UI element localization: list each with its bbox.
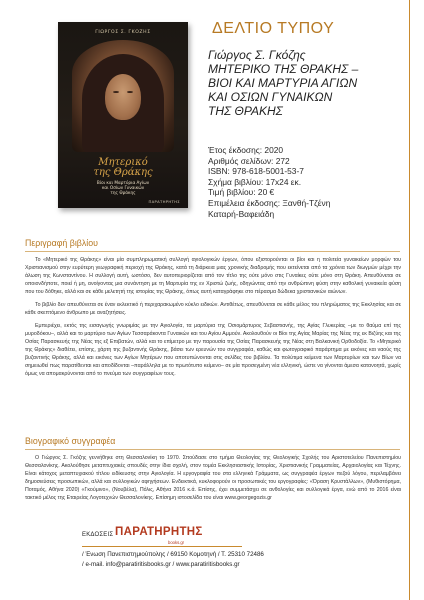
bio-heading: Βιογραφικό συγγραφέα	[25, 436, 116, 446]
cover-icon-image	[72, 40, 174, 152]
cover-eye-left	[113, 91, 119, 93]
author-name: Γιώργος Σ. Γκόζης	[208, 48, 306, 62]
cover-subtitle-line: της Θράκης	[110, 190, 136, 195]
meta-editor: Επιμέλεια έκδοσης: Ξανθή-Τζένη	[208, 197, 331, 208]
bio-body	[25, 454, 401, 507]
footer-divider	[82, 546, 242, 547]
section-divider	[25, 449, 400, 450]
cover-title-line: της Θράκης	[93, 167, 153, 178]
meta-price: Τιμή βιβλίου: 20 €	[208, 187, 275, 198]
cover-subtitle-line: Βίοι και Μαρτύρια Αγίων	[96, 180, 150, 185]
book-title	[208, 62, 404, 118]
book-title-line: ΚΑΙ ΟΣΙΩΝ ΓΥΝΑΙΚΩΝ	[208, 90, 333, 104]
cover-author: ΓΙΩΡΓΟΣ Σ. ΓΚΟΖΗΣ	[95, 30, 151, 35]
cover-subtitle-line: και Οσίων Γυναικών	[101, 185, 145, 190]
meta-isbn: ISBN: 978-618-5001-53-7	[208, 166, 304, 177]
publisher-address: / Ένωση Πανεπιστημιούπολης / 69150 Κομοτηνή / Τ. 25310 72486	[82, 551, 264, 558]
cover-subtitle	[72, 180, 174, 195]
publisher-logo: ΠΑΡΑΤΗΡΗΤΗΣ	[115, 526, 203, 538]
cover-title-line: Μητερικό	[98, 157, 148, 168]
book-title-line: ΤΗΣ ΘΡΑΚΗΣ	[208, 104, 283, 118]
bio-paragraph: Ο Γιώργος Σ. Γκόζης γεννήθηκε στη Θεσσαλονίκη το 1970. Σπούδασε στο τμήμα Θεολογίας της Θεολογικής Σχολής του Αριστοτελείου Πανεπιστημίου Θεσσαλονίκης. Ακολούθησε μεταπτυχιακές σπουδές στην ίδια σχολή, στον τομέα Εκκλησιαστικής Ιστορίας, Χριστιανικής Γραμματείας, Αρχαιολογίας και Τέχνης. Είναι κάτοχος μεταπτυχιακού τίτλου ειδίκευσης στην Αγιολογία. Η εργογραφία του στα ελληνικά Γράμματα, ως συγγραφέα έργων πεζού λόγου, περιλαμβάνει δημοσιεύσεις προσωπικών, αλλά και συλλογικών αφηγήσεων. Ενδεικτικά, κυκλοφορούν οι προσωπικές του εργογραφίες: «Όραση Κρυστάλλων», (Μυθιστόρημα, Ποταμός, Αθήνα 2020) «Γκούμινο», (Νουβέλα), Πόλις, Αθήνα 2016 κ.ά. Επίσης, έχει συμμετάσχει σε ανθολογίες και συλλογικά έργα, ενώ από το 2016 είναι τακτικό μέλος της Εταιρείας Λογοτεχνών Θεσσαλονίκης. Επίσημη ιστοσελίδα του είναι www.georgegozis.gr	[25, 455, 401, 501]
description-body	[25, 256, 401, 383]
section-divider	[25, 251, 400, 252]
description-heading: Περιγραφή βιβλίου	[25, 238, 98, 248]
cover-title	[58, 158, 188, 178]
press-release-title: ΔΕΛΤΙΟ ΤΥΠΟΥ	[212, 20, 335, 37]
publisher-contact	[82, 550, 342, 570]
meta-size: Σχήμα βιβλίου: 17x24 εκ.	[208, 176, 302, 187]
accent-line	[409, 0, 410, 600]
meta-pages: Αριθμός σελίδων: 272	[208, 155, 290, 166]
description-paragraph: Το βιβλίο δεν απευθύνεται σε έναν εκλεκτικό ή περιχαρακωμένο κύκλο ειδικών. Αντιθέτως, απευθύνεται σε κάθε μέλος του πληρώματος της Εκκλησίας και σε κάθε σκεπτόμενο άνθρωπο με αναζητήσεις.	[25, 302, 401, 316]
description-paragraph: Το «Μητερικό της Θράκης» είναι μία συμπληρωματική συλλογή αγιολογικών έργων, όπου εξιστορούνται οι βίοι και η πολιτεία γυναικείων μορφών του Χριστιανισμού στην ευρύτερη γεωγραφική περιοχή της Θράκης, κατά τη διάρκεια μιας χρονικής διαδρομής που εκτείνεται από τα χρόνια των διωγμών μέχρι την άλωση της Κωνσταντίνου. Η συλλογή αυτή, ωστόσο, δεν αυτοπεριορίζεται από τον τίτλο της ούτε μόνο στις Γυναίκες ούτε μόνο στη Θράκη. Απευθύνεται σε οποιονδήποτε, ποιεί ή μη, ανοίγοντας μια συνάντηση με τη Μαρτυρία της εν Χριστώ ζωής, οδηγώντας από την ανθρώπινη φύση στην καθολική γυναικεία φύση που του δόθηκε, αλλά και σε κάθε μελετητή της ιστορίας της Θράκης, όπως αυτή καταγράφηκε στο πέρασμα δώδεκα χριστιανικών αιώνων.	[25, 257, 401, 295]
book-title-line: ΒΙΟΙ ΚΑΙ ΜΑΡΤΥΡΙΑ ΑΓΙΩΝ	[208, 76, 358, 90]
book-metadata	[208, 145, 404, 219]
cover-face	[105, 74, 141, 120]
description-paragraph: Εμπεριέχει, εκτός της εισαγωγής γνωριμίας με την Αγιολογία, τα μαρτύρια της Οσιομάρτυρος Σεβαστιανής, της Αγίας Γλυκερίας –με το θαύμα επί της μυροδόκου–, αλλά και το μαρτύριο των Αγίων Τεσσαράκοντα Γυναικών και του Αγίου Αμμούν. Ακολουθούν οι Βίοι της Αγίας Μαρίας της Νέας της εκ Βιζύης και της Οσίας Παρασκευής της Νέας της εξ Επιβατών, αλλά και το επίμετρο με την παρουσία της Οσίας Παρασκευής της Νέας στη Βαλκανική Ορθοδοξία. Το «Μητερικό της Θράκης» διαθέτει, επίσης, χάρτη της βυζαντινής Θράκης, βάσει των ερευνών του συγγραφέα, καθώς και φωτογραφικό παράρτημα με εικόνες και ναούς της βυζαντινής Θράκης, αλλά και εικόνες των Αγίων Μητέρων που αποτυπώνονται στις σελίδες του βιβλίου. Τα πολύτιμα κείμενα των Μαρτυρίων και των Βίων να σημειωθεί πως παρατίθενται και αποδίδονται –παράλληλα με το πρωτότυπο κείμενο– σε μία προσεγμένη νέα ελληνική, ώστε να γίνονται άμεσα κατανοητά, χωρίς όμως να απομακρύνονται από το πνεύμα των συγγραφέων τους.	[25, 323, 401, 377]
book-title-line: ΜΗΤΕΡΙΚΟ ΤΗΣ ΘΡΑΚΗΣ –	[208, 62, 359, 76]
book-cover	[58, 22, 188, 208]
publisher-contact-links[interactable]: / e-mail. info@paratiritisbooks.gr / www.paratiritisbooks.gr	[82, 561, 240, 568]
meta-editor: Καταρή-Βαφειάδη	[208, 208, 275, 219]
meta-year: Έτος έκδοσης: 2020	[208, 145, 284, 155]
cover-publisher: ΠΑΡΑΤΗΡΗΤΗΣ	[148, 199, 180, 204]
publisher-label: ΕΚΔΟΣΕΙΣ	[82, 532, 114, 538]
publisher-logo-sub: books.gr	[168, 540, 185, 545]
cover-eye-right	[127, 91, 133, 93]
